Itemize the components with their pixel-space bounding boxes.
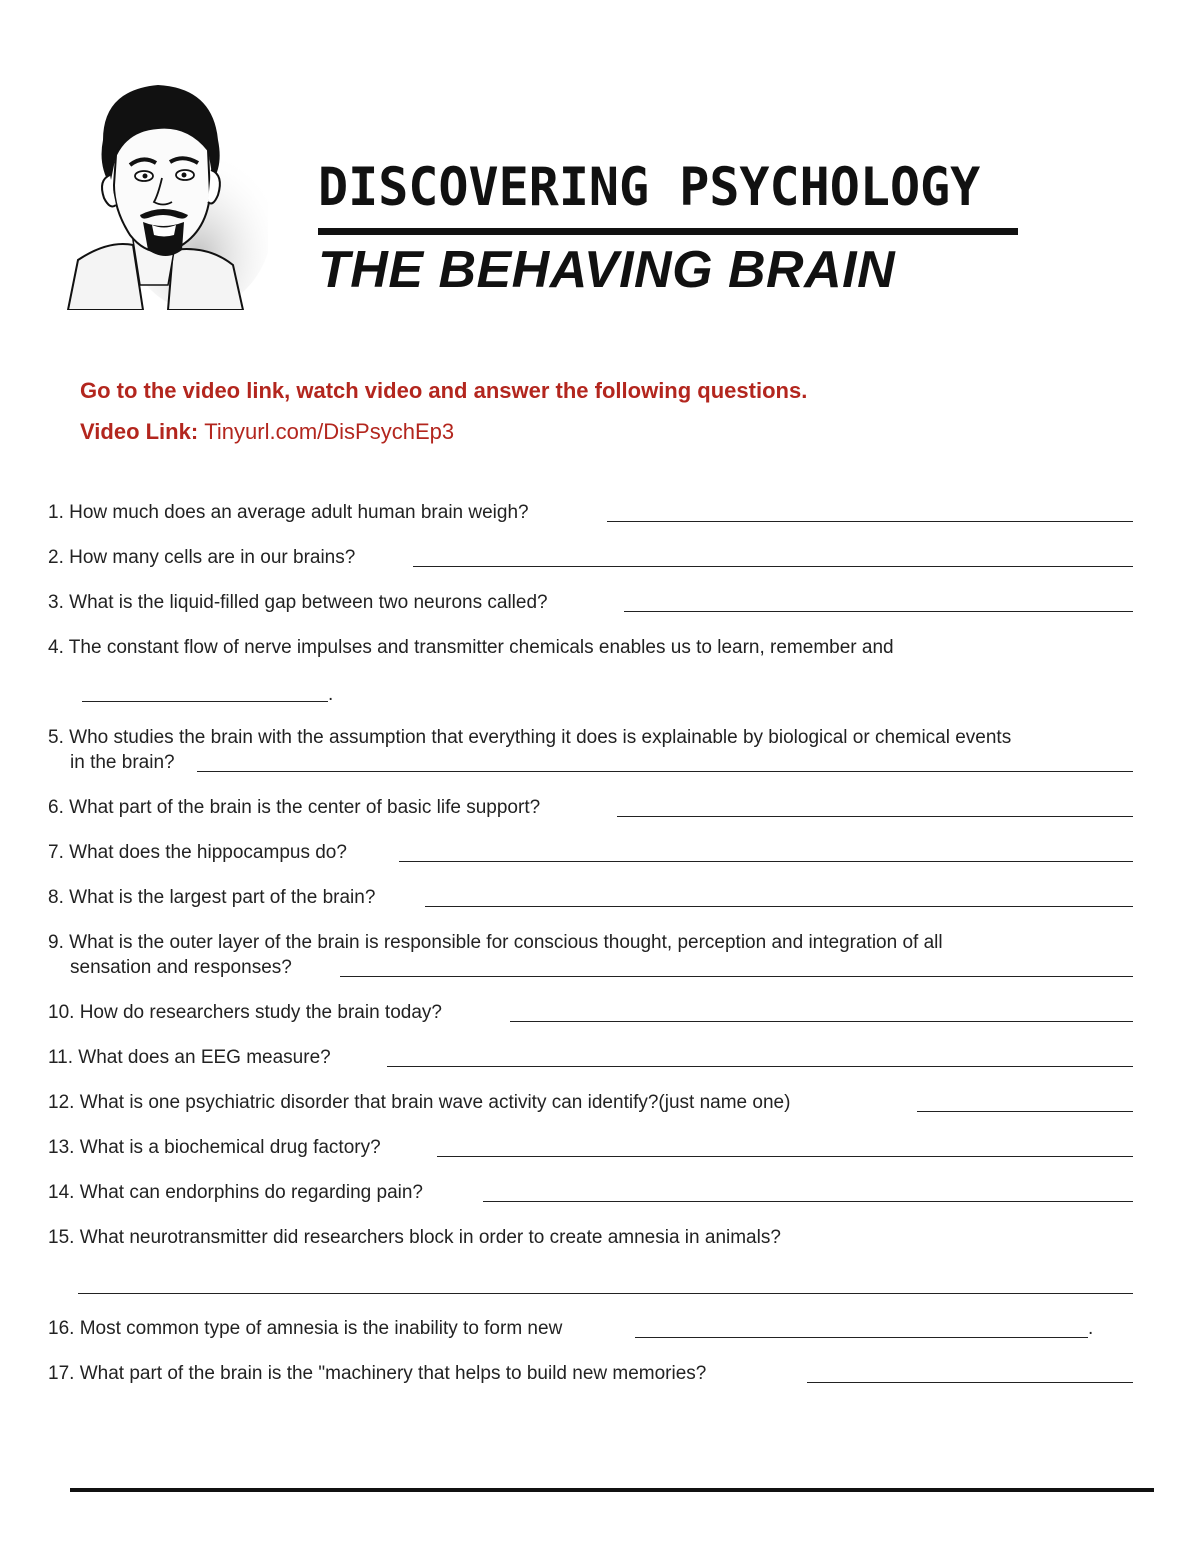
instructions [80, 370, 840, 452]
question-number: 2. [48, 547, 64, 568]
answer-line-17[interactable] [807, 1382, 1133, 1383]
answer-line-2[interactable] [413, 566, 1133, 567]
portrait-illustration [48, 70, 268, 310]
question-number: 3. [48, 592, 64, 613]
question-text: How do researchers study the brain today? [79, 1002, 442, 1023]
question-text: What is the liquid-filled gap between two neurons called? [69, 592, 548, 613]
question-text: The constant flow of nerve impulses and transmitter chemicals enables us to learn, remember and [68, 637, 894, 658]
question-text: How many cells are in our brains? [69, 547, 356, 568]
answer-line-1[interactable] [607, 521, 1133, 522]
question-3 [48, 592, 548, 614]
answer-line-12[interactable] [917, 1111, 1133, 1112]
question-text: What is one psychiatric disorder that brain wave activity can identify?(just name one) [79, 1092, 791, 1113]
question-number: 4. [48, 637, 64, 658]
question-number: 11. [48, 1047, 74, 1068]
question-number: 6. [48, 797, 64, 818]
question-2 [48, 547, 355, 569]
question-number: 10. [48, 1002, 75, 1023]
question-text: What is a biochemical drug factory? [79, 1137, 381, 1158]
question-number: 17. [48, 1363, 75, 1384]
title-block [318, 156, 1038, 299]
answer-line-6[interactable] [617, 816, 1133, 817]
question-text: What is the largest part of the brain? [69, 887, 376, 908]
question-12 [48, 1092, 790, 1114]
question-text: What is the outer layer of the brain is responsible for conscious thought, perception and integration of all [69, 932, 943, 953]
answer-line-14[interactable] [483, 1201, 1133, 1202]
question-6 [48, 797, 540, 819]
question-number: 16. [48, 1318, 75, 1339]
question-text: Most common type of amnesia is the inability to form new [79, 1318, 563, 1339]
question-text: What part of the brain is the center of basic life support? [69, 797, 541, 818]
question-text: What does the hippocampus do? [69, 842, 347, 863]
title-divider [318, 228, 1018, 235]
answer-line-11[interactable] [387, 1066, 1133, 1067]
answer-line-4[interactable] [82, 701, 328, 702]
question-number: 9. [48, 932, 64, 953]
question-9 [48, 932, 943, 954]
question-text: What can endorphins do regarding pain? [79, 1182, 423, 1203]
question-5 [48, 727, 1011, 749]
answer-line-10[interactable] [510, 1021, 1133, 1022]
instructions-text: Go to the video link, watch video and answer the following questions. Video Link: [80, 378, 808, 444]
question-7 [48, 842, 347, 864]
question-17 [48, 1363, 706, 1385]
question-8 [48, 887, 375, 909]
question-text: Who studies the brain with the assumption that everything it does is explainable by biological or chemical events [69, 727, 1012, 748]
answer-line-15[interactable] [78, 1293, 1133, 1294]
question-1 [48, 502, 529, 524]
question-13 [48, 1137, 381, 1159]
question-text: What neurotransmitter did researchers block in order to create amnesia in animals? [79, 1227, 781, 1248]
question-11 [48, 1047, 331, 1069]
question-16-suffix: . [1088, 1318, 1094, 1339]
question-number: 15. [48, 1227, 75, 1248]
video-link[interactable]: Tinyurl.com/DisPsychEp3 [204, 419, 455, 444]
question-14 [48, 1182, 423, 1204]
answer-line-7[interactable] [399, 861, 1133, 862]
question-9-cont: sensation and responses? [70, 957, 292, 978]
answer-line-5[interactable] [197, 771, 1133, 772]
question-number: 13. [48, 1137, 75, 1158]
question-text: What does an EEG measure? [78, 1047, 331, 1068]
question-number: 12. [48, 1092, 75, 1113]
question-number: 7. [48, 842, 64, 863]
question-number: 1. [48, 502, 64, 523]
answer-line-9[interactable] [340, 976, 1133, 977]
page-title: DISCOVERING PSYCHOLOGY [318, 156, 981, 218]
answer-line-3[interactable] [624, 611, 1133, 612]
question-5-cont: in the brain? [70, 752, 175, 773]
question-15 [48, 1227, 781, 1249]
answer-line-8[interactable] [425, 906, 1133, 907]
page-subtitle: THE BEHAVING BRAIN [318, 241, 896, 299]
question-number: 8. [48, 887, 64, 908]
answer-line-13[interactable] [437, 1156, 1133, 1157]
question-4-suffix: . [328, 684, 334, 705]
question-text: How much does an average adult human brain weigh? [69, 502, 529, 523]
question-text: What part of the brain is the "machinery that helps to build new memories? [79, 1363, 707, 1384]
question-10 [48, 1002, 442, 1024]
question-number: 14. [48, 1182, 75, 1203]
question-number: 5. [48, 727, 64, 748]
answer-line-16[interactable] [635, 1337, 1088, 1338]
footer-divider [70, 1488, 1154, 1492]
question-4 [48, 637, 894, 659]
question-16 [48, 1318, 562, 1340]
